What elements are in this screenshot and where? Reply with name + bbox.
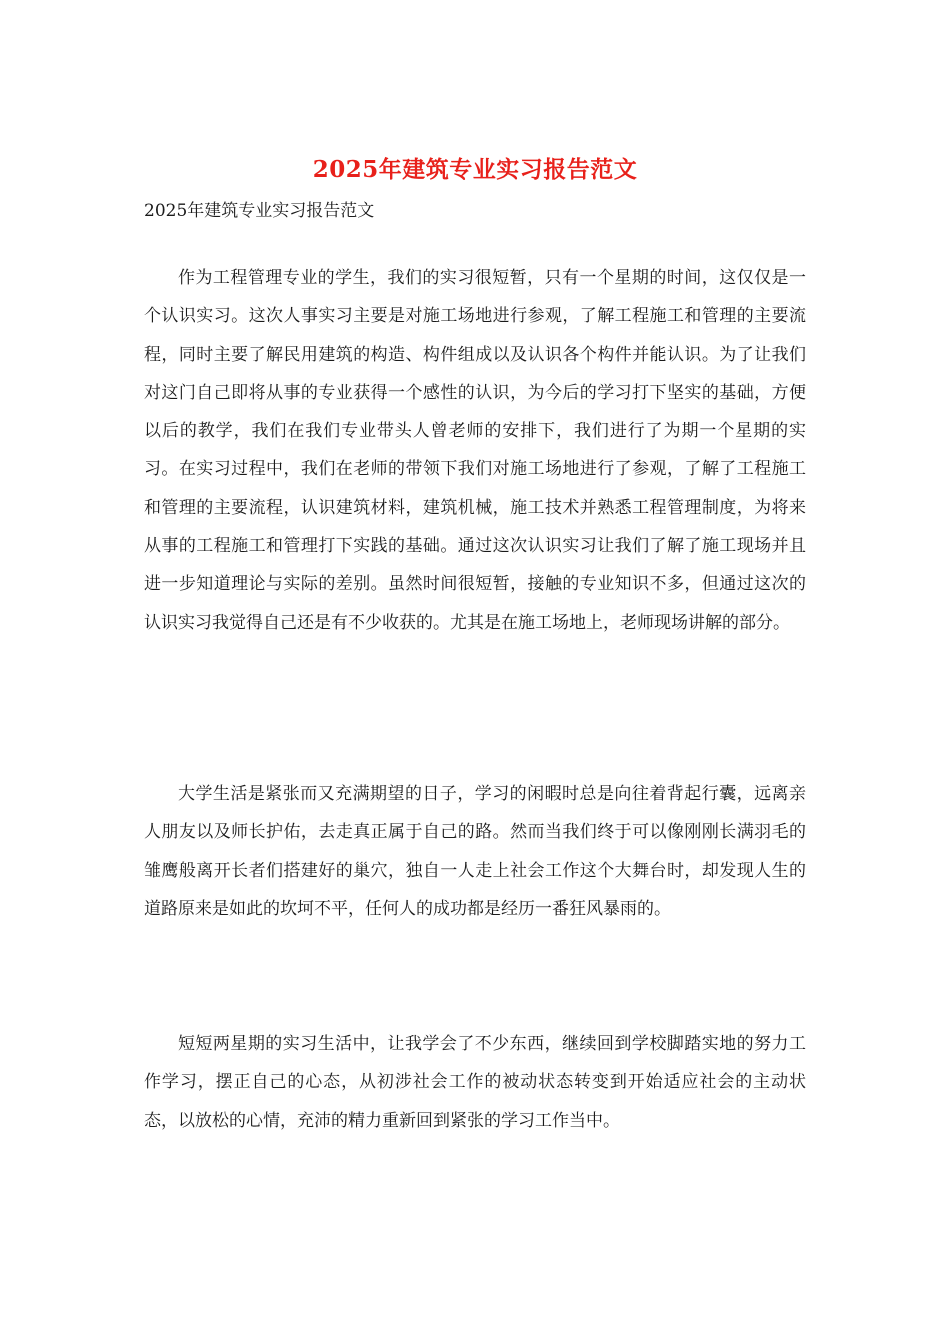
document-title: 2025年建筑专业实习报告范文: [312, 156, 638, 183]
paragraph-2: 大学生活是紧张而又充满期望的日子，学习的闲暇时总是向往着背起行囊，远离亲人朋友以及师长护佑，去走真正属于自己的路。然而当我们终于可以像刚刚长满羽毛的雏鹰般离开长者们搭建好的巢穴，独自一人走上社会工作这个大舞台时，却发现人生的道路原来是如此的坎坷不平，任何人的成功都是经历一番狂风暴雨的。: [144, 784, 806, 919]
paragraph-3: 短短两星期的实习生活中，让我学会了不少东西，继续回到学校脚踏实地的努力工作学习，摆正自己的心态，从初涉社会工作的被动状态转变到开始适应社会的主动状态，以放松的心情，充沛的精力重新回到紧张的学习工作当中。: [144, 1034, 806, 1131]
document-subtitle: 2025年建筑专业实习报告范文: [144, 201, 375, 221]
paragraph-1: 作为工程管理专业的学生，我们的实习很短暂，只有一个星期的时间，这仅仅是一个认识实习。这次人事实习主要是对施工场地进行参观，了解工程施工和管理的主要流程，同时主要了解民用建筑的构造、构件组成以及认识各个构件并能认识。为了让我们对这门自己即将从事的专业获得一个感性的认识，为今后的学习打下坚实的基础，方便以后的教学，我们在我们专业带头人曾老师的安排下，我们进行了为期一个星期的实习。在实习过程中，我们在老师的带领下我们对施工场地进行了参观，了解了工程施工和管理的主要流程，认识建筑材料，建筑机械，施工技术并熟悉工程管理制度，为将来从事的工程施工和管理打下实践的基础。通过这次认识实习让我们了解了施工现场并且进一步知道理论与实际的差别。虽然时间很短暂，接触的专业知识不多，但通过这次的认识实习我觉得自己还是有不少收获的。尤其是在施工场地上，老师现场讲解的部分。: [144, 268, 806, 633]
